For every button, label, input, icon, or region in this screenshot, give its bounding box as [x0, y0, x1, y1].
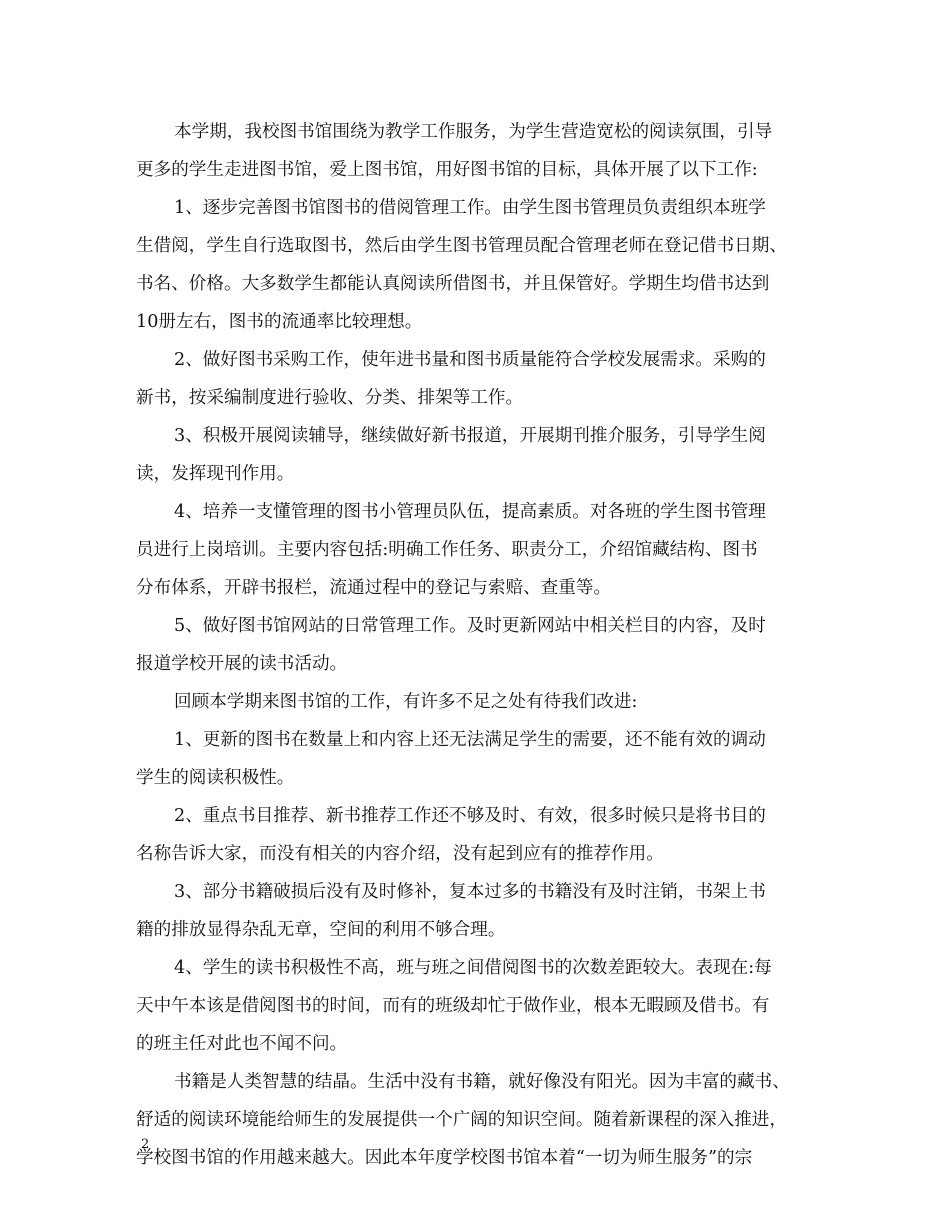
text-line: 回顾本学期来图书馆的工作，有许多不足之处有待我们改进: [174, 692, 638, 712]
text-line: 更多的学生走进图书馆，爱上图书馆，用好图书馆的目标，具体开展了以下工作: [136, 160, 758, 180]
text-line: 本学期，我校图书馆围绕为教学工作服务，为学生营造宽松的阅读氛围，引导 [174, 122, 773, 142]
text-line: 3、积极开展阅读辅导，继续做好新书报道，开展期刊推介服务，引导学生阅 [174, 426, 766, 446]
text-line: 名称告诉大家，而没有相关的内容介绍，没有起到应有的推荐作用。 [136, 844, 664, 864]
text-line: 2、重点书目推荐、新书推荐工作还不够及时、有效，很多时候只是将书目的 [174, 806, 766, 826]
body-text [136, 113, 816, 1177]
text-line: 读，发挥现刊作用。 [136, 464, 295, 484]
text-line: 5、做好图书馆网站的日常管理工作。及时更新网站中相关栏目的内容，及时 [174, 616, 766, 636]
text-line: 学生的阅读积极性。 [136, 768, 295, 788]
text-line: 2、做好图书采购工作，使年进书量和图书质量能符合学校发展需求。采购的 [174, 350, 766, 370]
text-line: 学校图书馆的作用越来越大。因此本年度学校图书馆本着“一切为师生服务”的宗 [136, 1148, 753, 1168]
text-line: 分布体系，开辟书报栏，流通过程中的登记与索赔、查重等。 [136, 578, 612, 598]
page-number: 2 [141, 1137, 150, 1152]
text-line: 4、学生的读书积极性不高，班与班之间借阅图书的次数差距较大。表现在:每 [174, 958, 772, 978]
text-line: 报道学校开展的读书活动。 [136, 654, 348, 674]
text-line: 10册左右，图书的流通率比较理想。 [136, 312, 423, 332]
text-line: 生借阅，学生自行选取图书，然后由学生图书管理员配合管理老师在登记借书日期、 [136, 236, 787, 256]
text-line: 4、培养一支懂管理的图书小管理员队伍，提高素质。对各班的学生图书管理 [174, 502, 766, 522]
text-line: 1、更新的图书在数量上和内容上还无法满足学生的需要，还不能有效的调动 [174, 730, 766, 750]
text-line: 舒适的阅读环境能给师生的发展提供一个广阔的知识空间。随着新课程的深入推进， [136, 1110, 787, 1130]
text-line: 籍的排放显得杂乱无章，空间的利用不够合理。 [136, 920, 506, 940]
text-line: 书名、价格。大多数学生都能认真阅读所借图书，并且保管好。学期生均借书达到 [136, 274, 770, 294]
text-line: 员进行上岗培训。主要内容包括:明确工作任务、职责分工，介绍馆藏结构、图书 [136, 540, 758, 560]
text-line: 新书，按采编制度进行验收、分类、排架等工作。 [136, 388, 524, 408]
text-line: 的班主任对此也不闻不问。 [136, 1034, 348, 1054]
text-line: 1、逐步完善图书馆图书的借阅管理工作。由学生图书管理员负责组织本班学 [174, 198, 766, 218]
text-line: 书籍是人类智慧的结晶。生活中没有书籍，就好像没有阳光。因为丰富的藏书、 [174, 1072, 790, 1092]
text-line: 3、部分书籍破损后没有及时修补，复本过多的书籍没有及时注销，书架上书 [174, 882, 766, 902]
text-line: 天中午本该是借阅图书的时间，而有的班级却忙于做作业，根本无暇顾及借书。有 [136, 996, 770, 1016]
